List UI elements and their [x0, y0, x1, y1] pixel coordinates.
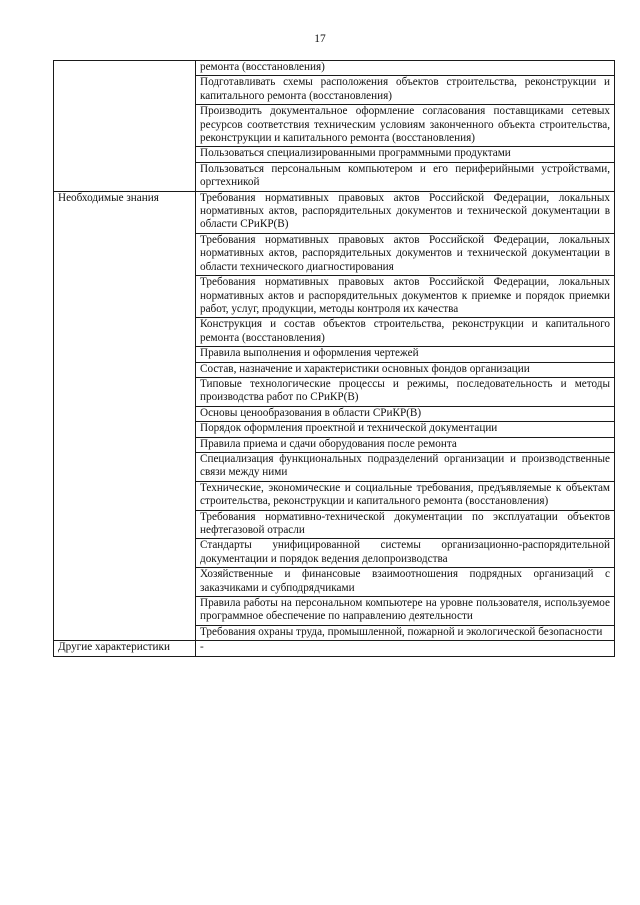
requirement-cell: Требования нормативно-технической документации по эксплуатации объектов нефтегазовой отрасли: [196, 510, 615, 539]
section-label: Другие характеристики: [54, 641, 196, 656]
requirement-cell: Типовые технологические процессы и режимы, последовательность и методы производства работ по СРиКР(В): [196, 377, 615, 406]
requirement-cell: Технические, экономические и социальные требования, предъявляемые к объектам строительства, реконструкции и капитального ремонта (восстановления): [196, 481, 615, 510]
requirement-cell: Пользоваться персональным компьютером и его периферийными устройствами, оргтехникой: [196, 162, 615, 191]
requirement-cell: Специализация функциональных подразделений организации и производственные связи между ними: [196, 452, 615, 481]
requirement-cell: Требования нормативных правовых актов Российской Федерации, локальных нормативных актов, распорядительных документов и технической документации в области технического диагностирования: [196, 233, 615, 275]
requirement-cell: Пользоваться специализированными программными продуктами: [196, 147, 615, 162]
requirement-cell: Стандарты унифицированной системы организационно-распорядительной документации и порядок ведения делопроизводства: [196, 539, 615, 568]
table-row: [54, 641, 615, 656]
table-row: [54, 191, 615, 233]
requirement-cell: Требования охраны труда, промышленной, пожарной и экологической безопасности: [196, 625, 615, 640]
requirement-cell: Конструкция и состав объектов строительства, реконструкции и капитального ремонта (восстановления): [196, 318, 615, 347]
page-number: 17: [314, 33, 326, 45]
requirement-cell: Производить документальное оформление согласования поставщиками сетевых ресурсов соответствия техническим условиям законченного объекта строительства, реконструкции и капитального ремонта (восстановления): [196, 105, 615, 147]
requirement-cell: Порядок оформления проектной и технической документации: [196, 422, 615, 437]
requirement-cell: Основы ценообразования в области СРиКР(В): [196, 406, 615, 421]
requirement-cell: Правила приема и сдачи оборудования после ремонта: [196, 437, 615, 452]
section-label: Необходимые знания: [54, 191, 196, 641]
requirement-cell: -: [196, 641, 615, 656]
section-label: [54, 61, 196, 192]
requirement-cell: Хозяйственные и финансовые взаимоотношения подрядных организаций с заказчиками и субподрядчиками: [196, 568, 615, 597]
requirement-cell: Правила работы на персональном компьютере на уровне пользователя, используемое программное обеспечение по направлению деятельности: [196, 597, 615, 626]
requirement-cell: ремонта (восстановления): [196, 61, 615, 76]
requirements-table: [53, 60, 615, 657]
table-row: [54, 61, 615, 76]
requirement-cell: Состав, назначение и характеристики основных фондов организации: [196, 362, 615, 377]
requirement-cell: Требования нормативных правовых актов Российской Федерации, локальных нормативных актов и распорядительных документов к приемке и порядок приемки работ, услуг, продукции, методы контроля их качества: [196, 276, 615, 318]
requirement-cell: Требования нормативных правовых актов Российской Федерации, локальных нормативных актов, распорядительных документов и технической документации в области СРиКР(В): [196, 191, 615, 233]
requirement-cell: Подготавливать схемы расположения объектов строительства, реконструкции и капитального ремонта (восстановления): [196, 76, 615, 105]
requirement-cell: Правила выполнения и оформления чертежей: [196, 347, 615, 362]
